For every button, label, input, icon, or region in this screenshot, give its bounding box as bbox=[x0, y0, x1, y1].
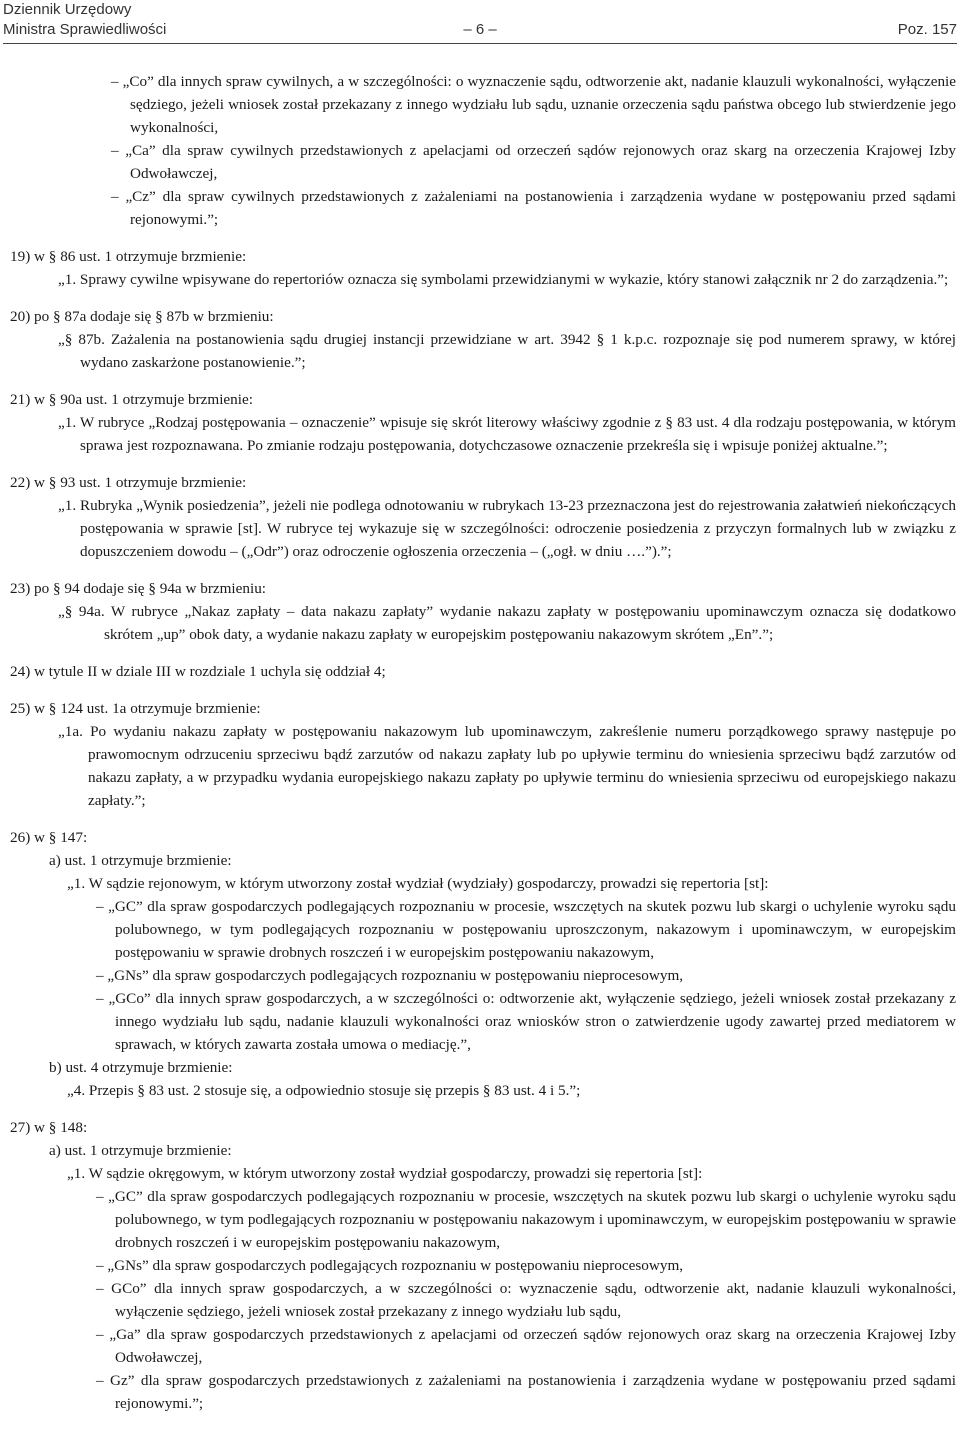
dash-item-gc-okregowy: – „GC” dla spraw gospodarczych podlegających rozpoznaniu w procesie, wszczętych na skutek pozwu lub skargi o uchylenie wyroku sądu polubownego, w tym podlegających rozpoznaniu w postępowaniu nakazowym i upominawczym, w europejskim postępowaniu w sprawie drobnych roszczeń i w europejskim postępowaniu nakazowym, bbox=[96, 1188, 956, 1251]
point-26a-intro: „1. W sądzie rejonowym, w którym utworzony został wydział (wydziały) gospodarczy, prowadzi się repertoria [st]: bbox=[67, 875, 769, 892]
position-number: Poz. 157 bbox=[897, 21, 957, 38]
dash-item-gns-okregowy: – „GNs” dla spraw gospodarczych podlegających rozpoznaniu w postępowaniu nieprocesowym, bbox=[96, 1257, 684, 1274]
point-26-heading: 26) w § 147: bbox=[10, 829, 88, 846]
point-25-heading: 25) w § 124 ust. 1a otrzymuje brzmienie: bbox=[10, 700, 261, 717]
point-22-text: „1. Rubryka „Wynik posiedzenia”, jeżeli nie podlega odnotowaniu w rubrykach 13-23 przeznaczona jest do rejestrowania załatwień niekończących postępowania w sprawie [st]. W rubryce tej wykazuje się w szczególności: odroczenie posiedzenia z przyczyn formalnych lub w związku z dopuszczeniem dowodu – („Odr”) oraz odroczenie ogłoszenia orzeczenia – („ogł. w dniu ….”).”; bbox=[58, 497, 956, 560]
page-number: – 6 – bbox=[463, 21, 497, 38]
point-22-heading: 22) w § 93 ust. 1 otrzymuje brzmienie: bbox=[10, 474, 247, 491]
point-19-heading: 19) w § 86 ust. 1 otrzymuje brzmienie: bbox=[10, 248, 247, 265]
dash-item-gz: – Gz” dla spraw gospodarczych przedstawionych z zażaleniami na postanowienia i zarządzenia wydane w postępowaniu przed sądami rejonowymi.”; bbox=[96, 1372, 956, 1412]
point-26a-heading: a) ust. 1 otrzymuje brzmienie: bbox=[49, 852, 232, 869]
dash-item-gns-rejonowy: – „GNs” dla spraw gospodarczych podlegających rozpoznaniu w postępowaniu nieprocesowym, bbox=[96, 967, 684, 984]
point-27a-intro: „1. W sądzie okręgowym, w którym utworzony został wydział gospodarczy, prowadzi się repertoria [st]: bbox=[67, 1165, 703, 1182]
document-body bbox=[0, 70, 960, 1415]
point-27a-heading: a) ust. 1 otrzymuje brzmienie: bbox=[49, 1142, 232, 1159]
dash-item-ca: – „Ca” dla spraw cywilnych przedstawionych z apelacjami od orzeczeń sądów rejonowych oraz skarg na orzeczenia Krajowej Izby Odwoławczej, bbox=[111, 142, 956, 182]
point-23-heading: 23) po § 94 dodaje się § 94a w brzmieniu: bbox=[10, 580, 267, 597]
point-27-heading: 27) w § 148: bbox=[10, 1119, 88, 1136]
point-21-heading: 21) w § 90a ust. 1 otrzymuje brzmienie: bbox=[10, 391, 253, 408]
point-25-text: „1a. Po wydaniu nakazu zapłaty w postępowaniu nakazowym lub upominawczym, zakreślenie numeru porządkowego sprawy następuje po prawomocnym odrzuceniu sprzeciwu bądź zarzutów od nakazu zapłaty lub po upływie terminu do wniesienia sprzeciwu bądź zarzutów od nakazu zapłaty, a w przypadku wydania europejskiego nakazu zapłaty po upływie terminu do wniesienia sprzeciwu od europejskiego nakazu zapłaty.”; bbox=[58, 723, 956, 809]
point-21-text: „1. W rubryce „Rodzaj postępowania – oznaczenie” wpisuje się skrót literowy właściwy zgodnie z § 83 ust. 4 dla rodzaju postępowania, w którym sprawa jest rozpoznawana. Po zmianie rodzaju postępowania, dotychczasowe oznaczenie przekreśla się i wpisuje poniżej aktualne.”; bbox=[58, 414, 956, 454]
point-26b-text: „4. Przepis § 83 ust. 2 stosuje się, a odpowiednio stosuje się przepis § 83 ust. 4 i 5.”; bbox=[67, 1082, 581, 1099]
point-26b-heading: b) ust. 4 otrzymuje brzmienie: bbox=[49, 1059, 233, 1076]
header-rule bbox=[3, 43, 957, 44]
point-19-text: „1. Sprawy cywilne wpisywane do repertoriów oznacza się symbolami przewidzianymi w wykazie, który stanowi załącznik nr 2 do zarządzenia.”; bbox=[58, 271, 949, 288]
dash-item-co: – „Co” dla innych spraw cywilnych, a w szczególności: o wyznaczenie sądu, odtworzenie akt, nadanie klauzuli wykonalności, wyłączenie sędziego, jeżeli wniosek został przekazany z innego wydziału lub sądu, uznanie orzeczenia sądu państwa obcego lub stwierdzenie jego wykonalności, bbox=[111, 73, 956, 136]
dash-item-gco-okregowy: – GCo” dla innych spraw gospodarczych, a w szczególności o: wyznaczenie sądu, odtworzenie akt, nadanie klauzuli wykonalności, wyłączenie sędziego, jeżeli wniosek został przekazany z innego wydziału lub sądu, bbox=[96, 1280, 956, 1320]
journal-title-line2: Ministra Sprawiedliwości bbox=[3, 21, 167, 38]
point-23-text: „§ 94a. W rubryce „Nakaz zapłaty – data nakazu zapłaty” wydanie nakazu zapłaty w postępowaniu upominawczym oznacza się dodatkowo skrótem „up” obok daty, a wydanie nakazu zapłaty w europejskim postępowaniu nakazowym skrótem „En”.”; bbox=[58, 603, 956, 643]
dash-item-cz: – „Cz” dla spraw cywilnych przedstawionych z zażaleniami na postanowienia i zarządzenia wydane w postępowaniu przed sądami rejonowymi.”; bbox=[111, 188, 956, 228]
dash-item-gco-rejonowy: – „GCo” dla innych spraw gospodarczych, a w szczególności o: odtworzenie akt, wyłączenie sędziego, jeżeli wniosek został przekazany z innego wydziału lub sądu, nadanie klauzuli wykonalności oraz wniosków stron o zatwierdzenie ugody zawartej przed mediatorem w sprawach, w których zawarta została umowa o mediację.”, bbox=[96, 990, 956, 1053]
journal-title-line1: Dziennik Urzędowy bbox=[3, 1, 132, 18]
point-20-heading: 20) po § 87a dodaje się § 87b w brzmieniu: bbox=[10, 308, 274, 325]
page-header bbox=[3, 0, 957, 44]
dash-item-gc-rejonowy: – „GC” dla spraw gospodarczych podlegających rozpoznaniu w procesie, wszczętych na skutek pozwu lub skargi o uchylenie wyroku sądu polubownego, w tym podlegających rozpoznaniu w postępowaniu uproszczonym, nakazowym i upominawczym, w europejskim postępowaniu w sprawie drobnych roszczeń i w europejskim postępowaniu nakazowym, bbox=[96, 898, 956, 961]
dash-item-ga: – „Ga” dla spraw gospodarczych przedstawionych z apelacjami od orzeczeń sądów rejonowych oraz skarg na orzeczenia Krajowej Izby Odwoławczej, bbox=[96, 1326, 956, 1366]
point-24-text: 24) w tytule II w dziale III w rozdziale 1 uchyla się oddział 4; bbox=[10, 663, 386, 680]
point-20-text: „§ 87b. Zażalenia na postanowienia sądu drugiej instancji przewidziane w art. 3942 § 1 k.p.c. rozpoznaje się pod numerem sprawy, w której wydano zaskarżone postanowienie.”; bbox=[58, 331, 956, 371]
